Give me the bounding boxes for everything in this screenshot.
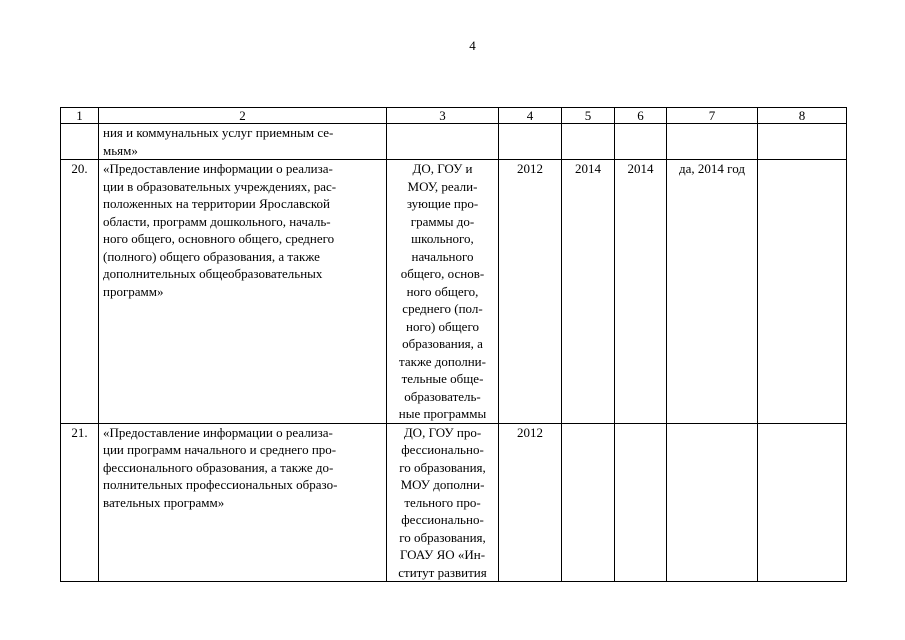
- cell-text-line: граммы до-: [410, 213, 475, 229]
- col6-cell: [615, 124, 667, 160]
- cell-text-line: ные программы: [398, 406, 487, 421]
- cell-text-line: «Предоставление информации о реализа-: [103, 161, 333, 176]
- table-row-21: [61, 423, 847, 582]
- col4-cell: 2012: [499, 160, 562, 424]
- column-header: 2: [99, 108, 387, 124]
- row-number-cell: 20.: [61, 160, 99, 424]
- cell-text-line: ститут развития: [398, 564, 487, 580]
- services-table: [60, 107, 847, 582]
- cell-text-line: ДО, ГОУ и: [412, 161, 473, 176]
- column-header: 7: [667, 108, 758, 124]
- cell-text-line: фессионального образования, а также до-: [103, 459, 334, 475]
- cell-text-line: дополнительных общеобразовательных: [103, 266, 323, 281]
- cell-text-line: МОУ дополни-: [400, 477, 485, 492]
- col6-cell: [615, 423, 667, 582]
- cell-text-line: тельные обще-: [401, 371, 484, 386]
- executor-cell: [387, 124, 499, 160]
- cell-text-line: полнительных профессиональных образо-: [103, 477, 338, 492]
- cell-text-line: фессионально-: [401, 512, 484, 527]
- cell-text-line: области, программ дошкольного, началь-: [103, 213, 331, 229]
- cell-text-line: образования, а: [402, 336, 483, 351]
- col7-cell: да, 2014 год: [667, 160, 758, 424]
- cell-text-line: общего, основ-: [400, 266, 485, 281]
- row-number-cell: 21.: [61, 423, 99, 582]
- cell-text-line: ции программ начального и среднего про-: [103, 442, 337, 457]
- cell-text-line: мьям»: [103, 142, 138, 158]
- column-header: 8: [758, 108, 847, 124]
- cell-text-line: вательных программ»: [103, 494, 225, 510]
- col5-cell: [562, 423, 615, 582]
- service-name-cell: [99, 423, 387, 582]
- cell-text-line: го образования,: [399, 529, 486, 545]
- col5-cell: 2014: [562, 160, 615, 424]
- column-header: 3: [387, 108, 499, 124]
- page-number: 4: [469, 38, 476, 53]
- cell-text-line: го образования,: [399, 459, 486, 475]
- cell-text-line: образователь-: [404, 388, 481, 404]
- cell-text-line: программ»: [103, 283, 164, 299]
- table-row-20: [61, 160, 847, 424]
- col8-cell: [758, 124, 847, 160]
- executor-cell: [387, 423, 499, 582]
- cell-text-line: ного общего,: [406, 283, 479, 299]
- column-header: 5: [562, 108, 615, 124]
- service-name-cell: [99, 160, 387, 424]
- col7-cell: [667, 423, 758, 582]
- col8-cell: [758, 423, 847, 582]
- cell-text-line: ГОАУ ЯО «Ин-: [399, 547, 486, 562]
- column-header: 6: [615, 108, 667, 124]
- row-number-cell: [61, 124, 99, 160]
- cell-text-line: среднего (пол-: [402, 301, 483, 316]
- cell-text-line: ДО, ГОУ про-: [403, 424, 482, 440]
- cell-text-line: начального: [411, 248, 474, 264]
- cell-text-line: МОУ, реали-: [407, 178, 478, 194]
- col4-cell: [499, 124, 562, 160]
- column-header: 4: [499, 108, 562, 124]
- cell-text-line: (полного) общего образования, а также: [103, 248, 320, 264]
- cell-text-line: тельного про-: [404, 494, 481, 510]
- cell-text-line: ного) общего: [406, 318, 479, 334]
- cell-text-line: ции в образовательных учреждениях, рас-: [103, 178, 337, 194]
- service-name-cell: [99, 124, 387, 160]
- col5-cell: [562, 124, 615, 160]
- cell-text-line: «Предоставление информации о реализа-: [103, 424, 333, 440]
- col4-cell: 2012: [499, 423, 562, 582]
- executor-cell: [387, 160, 499, 424]
- cell-text-line: также дополни-: [399, 353, 486, 369]
- col8-cell: [758, 160, 847, 424]
- col7-cell: [667, 124, 758, 160]
- table-header-row: [61, 108, 847, 124]
- cell-text-line: ния и коммунальных услуг приемным се-: [103, 125, 334, 140]
- column-header: 1: [61, 108, 99, 124]
- cell-text-line: положенных на территории Ярославской: [103, 196, 330, 211]
- cell-text-line: ного общего, основного общего, среднего: [103, 231, 335, 246]
- col6-cell: 2014: [615, 160, 667, 424]
- cell-text-line: школьного,: [411, 231, 474, 246]
- cell-text-line: фессионально-: [401, 442, 484, 457]
- table-row-continuation: [61, 124, 847, 160]
- cell-text-line: зующие про-: [406, 196, 479, 211]
